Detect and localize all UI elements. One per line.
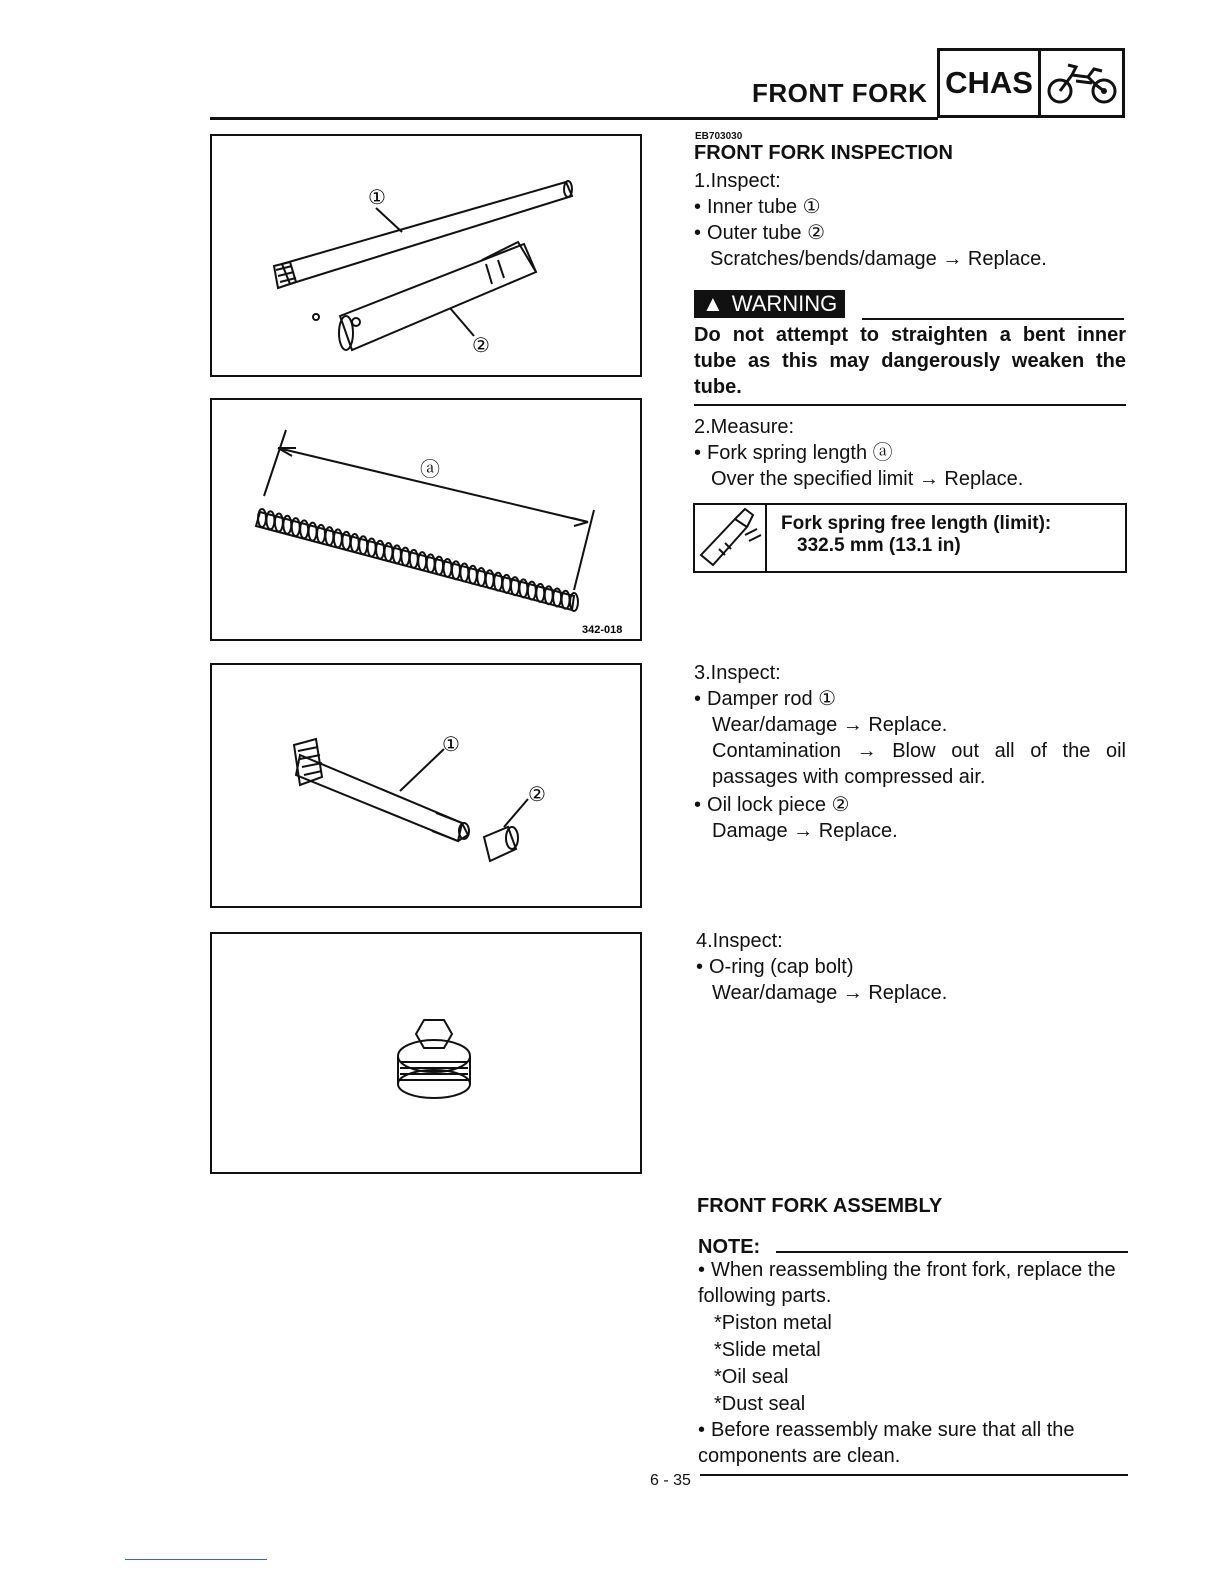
step2-item: • Fork spring length ⓐ	[694, 440, 893, 466]
callout-1: ①	[442, 734, 460, 756]
step1-item-outer-tube: • Outer tube ②	[694, 220, 825, 246]
figure-cap-bolt	[210, 932, 642, 1174]
step2-result: Over the specified limit → Replace.	[711, 468, 1024, 490]
header-rule	[210, 117, 938, 120]
warning-badge	[694, 290, 845, 318]
callout-1: ①	[368, 187, 386, 209]
chapter-tag-label: CHAS	[940, 51, 1041, 115]
step4-result: Wear/damage → Replace.	[712, 982, 948, 1004]
assembly-bullet-clean: • Before reassembly make sure that all the components are clean.	[698, 1417, 1130, 1469]
step4-label: 4.Inspect:	[696, 930, 783, 952]
assembly-bullet-replace: • When reassembling the front fork, replace the following parts.	[698, 1257, 1130, 1309]
footer-rule	[700, 1474, 1128, 1476]
page-number: 6 - 35	[650, 1472, 691, 1489]
warning-rule	[862, 318, 1124, 320]
motorcycle-icon	[1041, 51, 1122, 115]
spec-label: Fork spring free length (limit):	[781, 513, 1052, 534]
spec-value: 332.5 mm (13.1 in)	[797, 535, 961, 556]
warning-icon: ▲	[702, 291, 724, 316]
part-oil-seal: *Oil seal	[714, 1366, 789, 1388]
footer-link-line	[125, 1559, 267, 1560]
assembly-title: FRONT FORK ASSEMBLY	[697, 1195, 943, 1217]
figure-code: 342-018	[582, 624, 623, 636]
step3-result-damage: Damage → Replace.	[712, 820, 898, 842]
callout-a: ⓐ	[420, 459, 440, 481]
chapter-tag	[937, 48, 1125, 118]
part-dust-seal: *Dust seal	[714, 1393, 806, 1415]
part-piston-metal: *Piston metal	[714, 1312, 832, 1334]
step1-item-inner-tube: • Inner tube ①	[694, 194, 821, 220]
step3-label: 3.Inspect:	[694, 662, 781, 684]
step2-label: 2.Measure:	[694, 416, 795, 438]
figure-damper-rod	[210, 663, 642, 908]
step3-result-contamination: Contamination → Blow out all of the oil passages with compressed air.	[712, 740, 1126, 788]
figure-fork-spring	[210, 398, 642, 641]
callout-2: ②	[472, 335, 490, 357]
warning-text: Do not attempt to straighten a bent inner tube as this may dangerously weaken the tube.	[694, 324, 1126, 398]
step3-result-wear: Wear/damage → Replace.	[712, 714, 948, 736]
warning-badge-label: WARNING	[731, 291, 838, 316]
step4-item: • O-ring (cap bolt)	[696, 954, 854, 980]
inspection-code: EB703030	[695, 131, 743, 142]
warning-bottom-rule	[694, 404, 1126, 406]
note-rule	[776, 1251, 1128, 1253]
note-label: NOTE:	[698, 1236, 761, 1258]
spec-box	[693, 503, 1127, 573]
caliper-icon	[695, 505, 767, 571]
section-title: FRONT FORK	[752, 78, 928, 108]
step3-item-oil-lock: • Oil lock piece ②	[694, 792, 849, 818]
step1-result: Scratches/bends/damage → Replace.	[710, 248, 1047, 270]
step1-label: 1.Inspect:	[694, 170, 781, 192]
inspection-title: FRONT FORK INSPECTION	[694, 142, 953, 164]
part-slide-metal: *Slide metal	[714, 1339, 821, 1361]
callout-2: ②	[528, 784, 546, 806]
figure-tubes	[210, 134, 642, 377]
step3-item-damper-rod: • Damper rod ①	[694, 686, 836, 712]
